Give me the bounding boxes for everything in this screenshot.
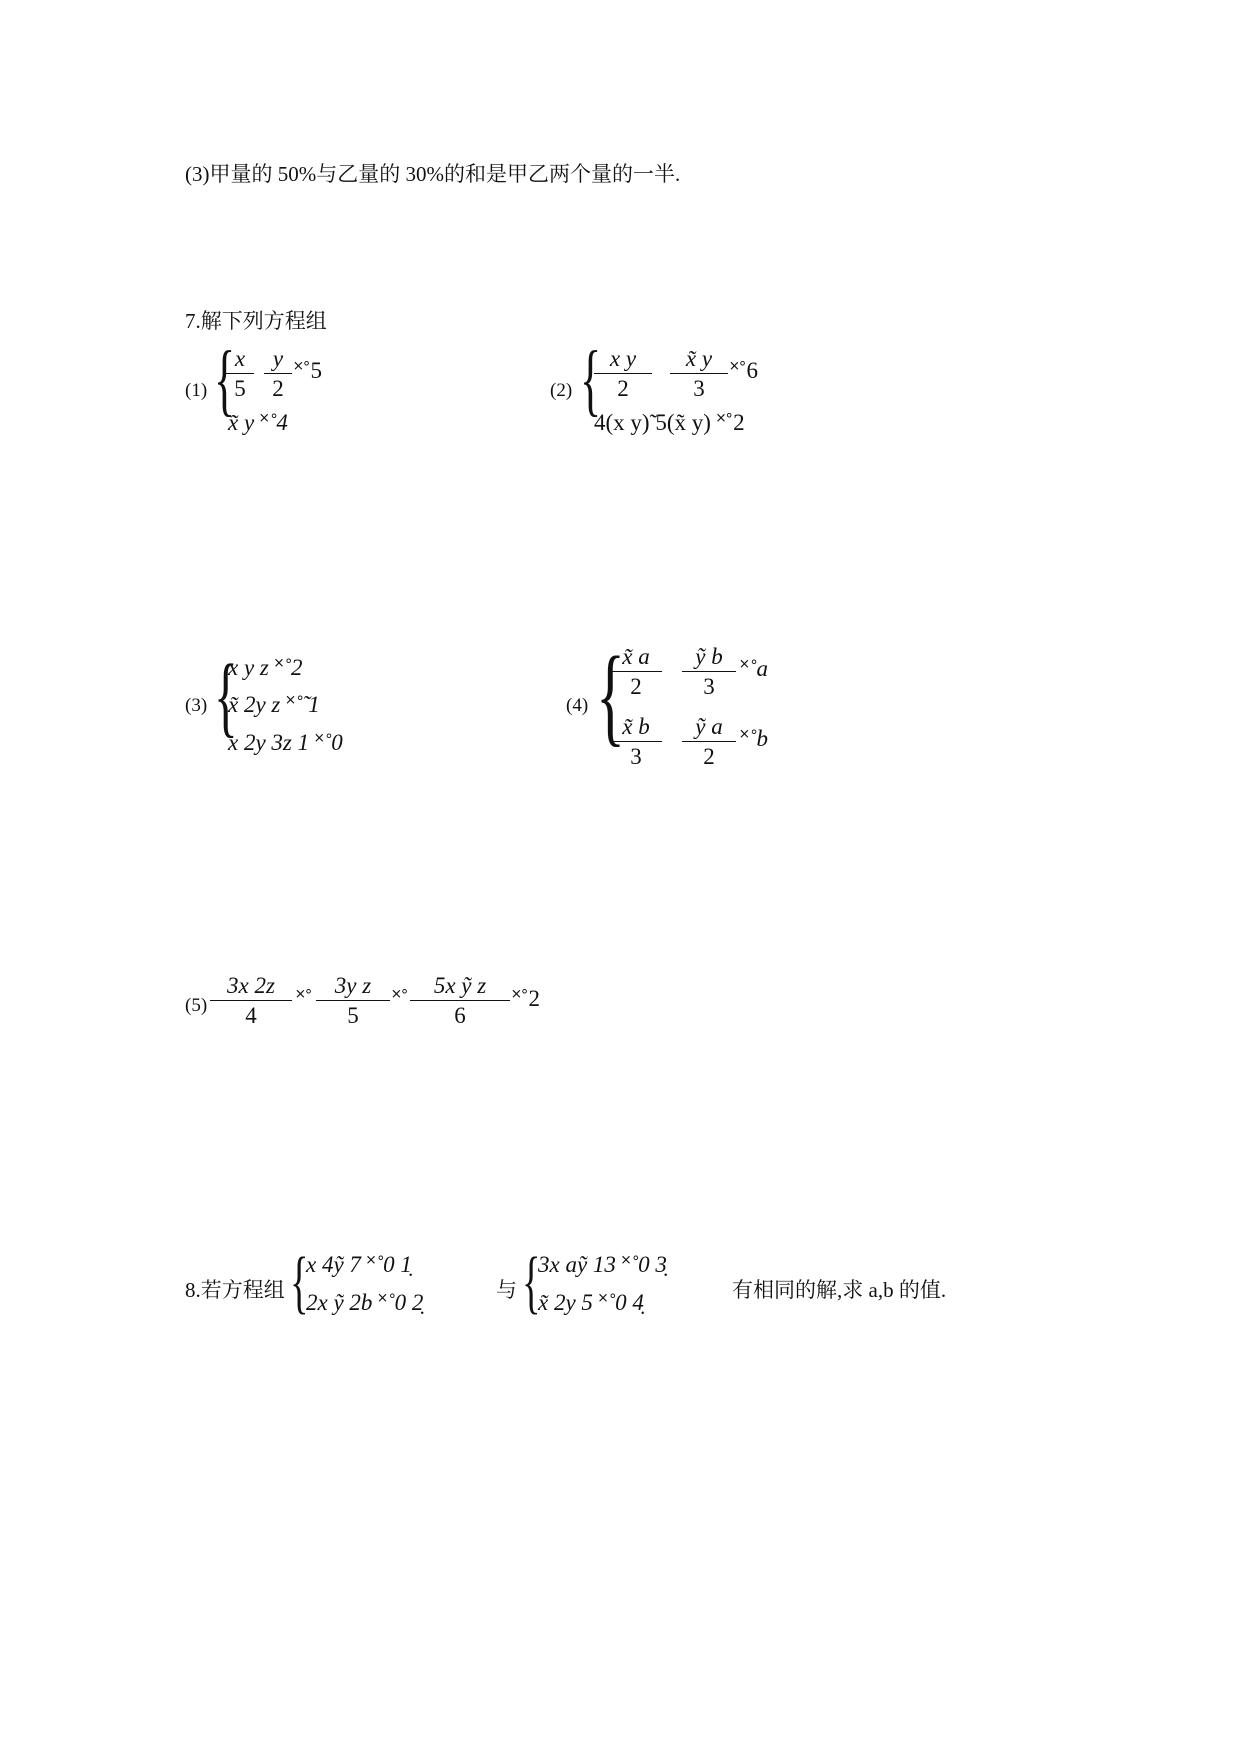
fraction: $\frac{\text{ỹ a}}{2}$: [682, 713, 736, 772]
fraction: $\frac{x̃ b}{3}$: [610, 713, 662, 772]
equation: x 2y 3z 1 ˟˚0: [228, 730, 343, 755]
equation-tail: ˟˚5: [294, 358, 322, 383]
problem-label: (5): [185, 995, 208, 1016]
fraction: $\frac{x}{5}$: [226, 345, 254, 404]
left-brace: {: [290, 1244, 309, 1321]
equation: 2x ỹ 2b ˟˚0 2̣: [306, 1290, 424, 1315]
equation-tail: ˟˚6: [730, 358, 758, 383]
left-brace: {: [596, 634, 626, 756]
q8-conjunction: 与: [496, 1278, 517, 1302]
equals-sign: ˟˚: [392, 986, 409, 1011]
equation: 3x aỹ 13 ˟˚0 3̣: [538, 1252, 667, 1277]
left-brace: {: [522, 1244, 541, 1321]
fraction: $\frac{\text{3y z}}{5}$: [316, 972, 390, 1031]
q6-part3-text: (3)甲量的 50%与乙量的 30%的和是甲乙两个量的一半.: [185, 162, 681, 186]
equation: 4(x y)̃ 5(x̃ y) ˟˚2: [594, 410, 745, 435]
fraction: $\frac{3x 2z}{4}$: [210, 972, 292, 1031]
q8-prefix: 8.若方程组: [185, 1278, 285, 1302]
fraction: $\frac{x̃ y}{3}$: [670, 345, 728, 404]
equation-tail: ˟˚b: [740, 726, 768, 751]
fraction: $\frac{\text{x y}}{2}$: [594, 345, 652, 404]
equation-tail: ˟˚2: [512, 986, 540, 1011]
equation-tail: ˟˚a: [740, 656, 768, 681]
equals-sign: ˟˚: [296, 986, 313, 1011]
equation: x 4ỹ 7 ˟˚0 1̣: [306, 1252, 412, 1277]
equation: x̃ 2y z ˟˚̃ 1: [228, 692, 320, 717]
problem-label: (3): [185, 695, 208, 716]
fraction: $\frac{\text{ỹ b}}{3}$: [682, 643, 736, 702]
equation: x̃ 2y 5 ˟˚0 4̣: [538, 1290, 644, 1315]
left-brace: {: [580, 336, 602, 424]
left-brace: {: [214, 647, 238, 746]
left-brace: {: [214, 336, 236, 424]
fraction: $\frac{y}{2}$: [264, 345, 292, 404]
q8-suffix: 有相同的解,求 a,b 的值.: [732, 1278, 947, 1302]
q7-title: 7.解下列方程组: [185, 309, 327, 333]
fraction: $\frac{x̃ a}{2}$: [610, 643, 662, 702]
equation: x̃ y ˟˚4: [228, 410, 288, 435]
equation: x y z ˟˚2: [228, 655, 303, 680]
fraction: $\frac{\text{5x ỹ z}}{6}$: [410, 972, 510, 1031]
problem-label: (4): [566, 695, 589, 716]
problem-label: (1): [185, 380, 208, 401]
problem-label: (2): [550, 380, 573, 401]
